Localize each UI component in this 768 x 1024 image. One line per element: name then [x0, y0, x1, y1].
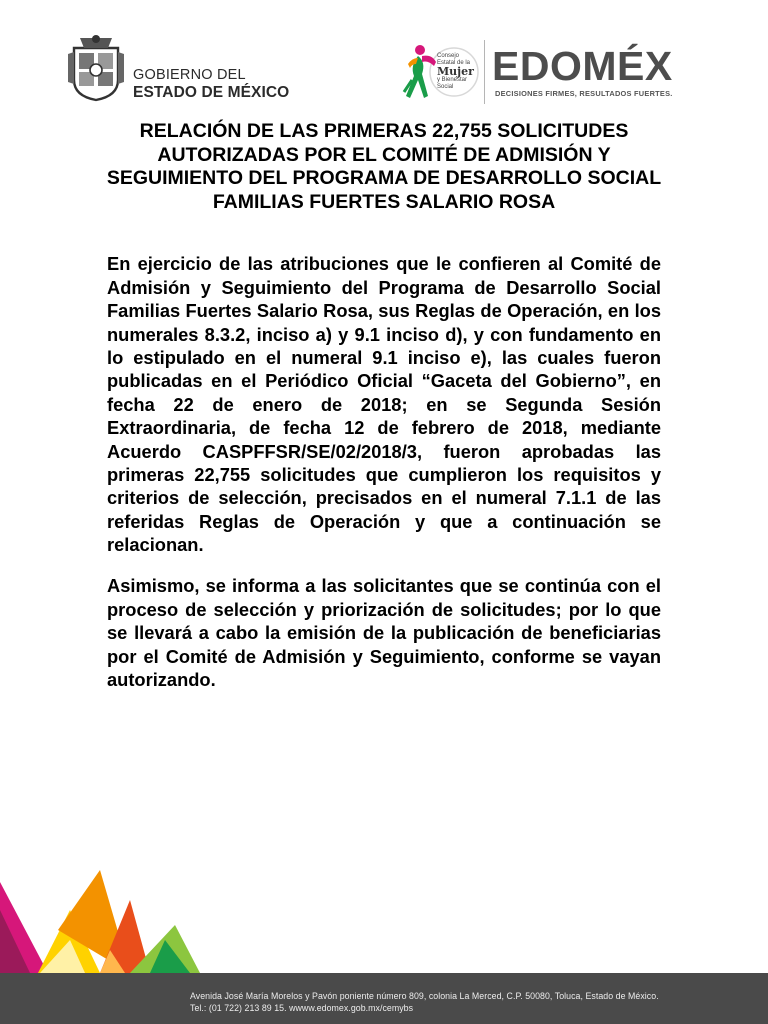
page-header — [0, 0, 768, 115]
consejo-line-1: Consejo — [437, 53, 460, 59]
edomex-brand: EDOMÉX — [492, 43, 673, 89]
consejo-line-2: Estatal de la — [437, 59, 471, 66]
consejo-line-4: Social — [437, 83, 454, 90]
footer-contact — [190, 990, 659, 1014]
body-paragraph-1: En ejercicio de las atribuciones que le confieren al Comité de Admisión y Seguimiento del Programa de Desarrollo Social Familias Fuertes Salario Rosa, sus Reglas de Operación, en los numerales 8.3.2, inciso a) y 9.1 inciso d), y con fundamento en lo estipulado en el numeral 9.1 inciso e), las cuales fueron publicadas en el Periódico Oficial “Gaceta del Gobierno”, en fecha 22 de enero de 2018; en se Segunda Sesión Extraordinaria, de fecha 12 de febrero de 2018, mediante Acuerdo CASPFFSR/SE/02/2018/3, fueron aprobadas las primeras 22,755 solicitudes que cumplieron los requisitos y criterios de selección, precisados en el numeral 7.1.1 de las referidas Reglas de Operación y que a continuación se relacionan. — [107, 253, 661, 556]
edomex-slogan: DECISIONES FIRMES, RESULTADOS FUERTES. — [495, 89, 673, 98]
gov-line-2: ESTADO DE MÉXICO — [133, 84, 290, 101]
footer-address: Avenida José María Morelos y Pavón poniente número 809, colonia La Merced, C.P. 50080, Toluca, Estado de México. — [190, 991, 659, 1001]
government-name — [133, 66, 289, 102]
footer-phone-web: Tel.: (01 722) 213 89 15. wwww.edomex.gob.mx/cemybs — [190, 1003, 414, 1013]
body-paragraph-2: Asimismo, se informa a las solicitantes que se continúa con el proceso de selección y priorización de solicitudes; por lo que se llevará a cabo la emisión de la publicación de beneficiarias por el Comité de Admisión y Seguimiento, conforme se vayan autorizando. — [107, 575, 661, 690]
gov-line-1: GOBIERNO DEL — [133, 67, 246, 83]
document-title: RELACIÓN DE LAS PRIMERAS 22,755 SOLICITUDES AUTORIZADAS POR EL COMITÉ DE ADMISIÓN Y SEGUIMIENTO DEL PROGRAMA DE DESARROLLO SOCIAL FAMILIAS FUERTES SALARIO ROSA — [106, 120, 662, 213]
header-divider — [484, 40, 485, 104]
coat-of-arms-icon — [66, 34, 126, 102]
consejo-line-3: y Bienestar — [437, 77, 468, 84]
consejo-mujer: Mujer — [437, 65, 474, 79]
consejo-label — [437, 53, 477, 90]
